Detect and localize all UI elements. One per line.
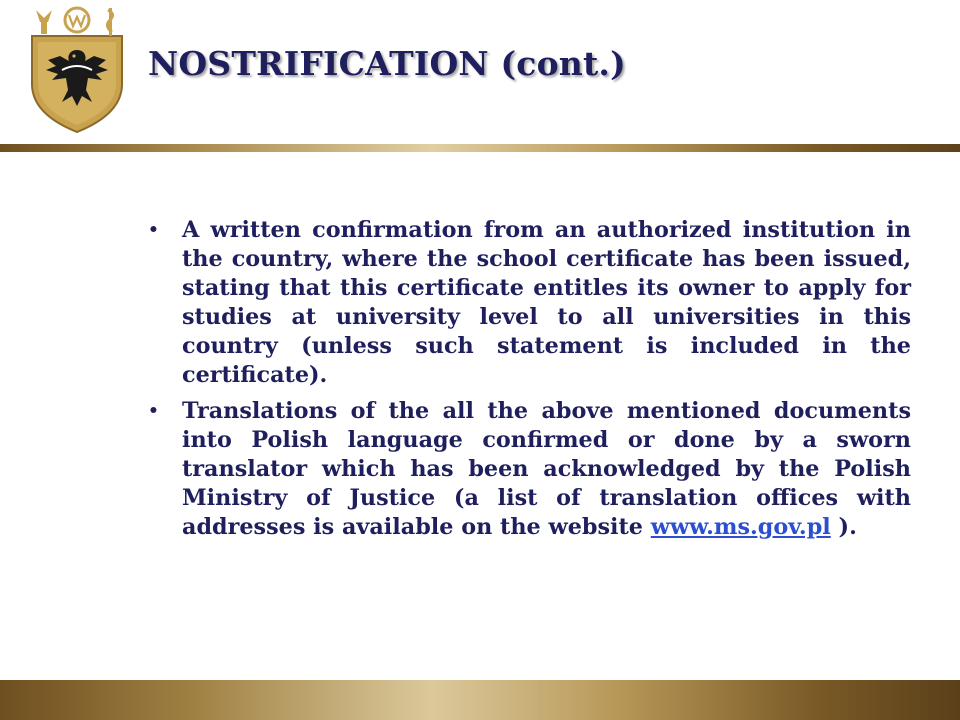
ministry-website-link[interactable]: www.ms.gov.pl <box>650 514 831 540</box>
bullet-text: Translations of the all the above mentioned documents into Polish language confirmed or done by a sworn translator which has been acknowledged by the Polish Ministry of Justice (a list of translation offices with addresses is available on the website <box>182 398 911 540</box>
bullet-suffix: ). <box>830 514 857 540</box>
university-crest-icon <box>22 6 132 136</box>
bottom-gold-band <box>0 680 960 720</box>
list-item <box>146 397 911 542</box>
page-title: NOSTRIFICATION (cont.) <box>148 44 626 83</box>
top-divider <box>0 144 960 152</box>
bullet-text: A written confirmation from an authorized institution in the country, where the school certificate has been issued, stating that this certificate entitles its owner to apply for studies at university level to all universities in this country (unless such statement is included in the certificate). <box>182 217 911 388</box>
list-item <box>146 216 911 390</box>
bullet-list <box>146 216 911 549</box>
bullet-icon: • <box>148 220 159 240</box>
bullet-icon: • <box>148 401 159 421</box>
